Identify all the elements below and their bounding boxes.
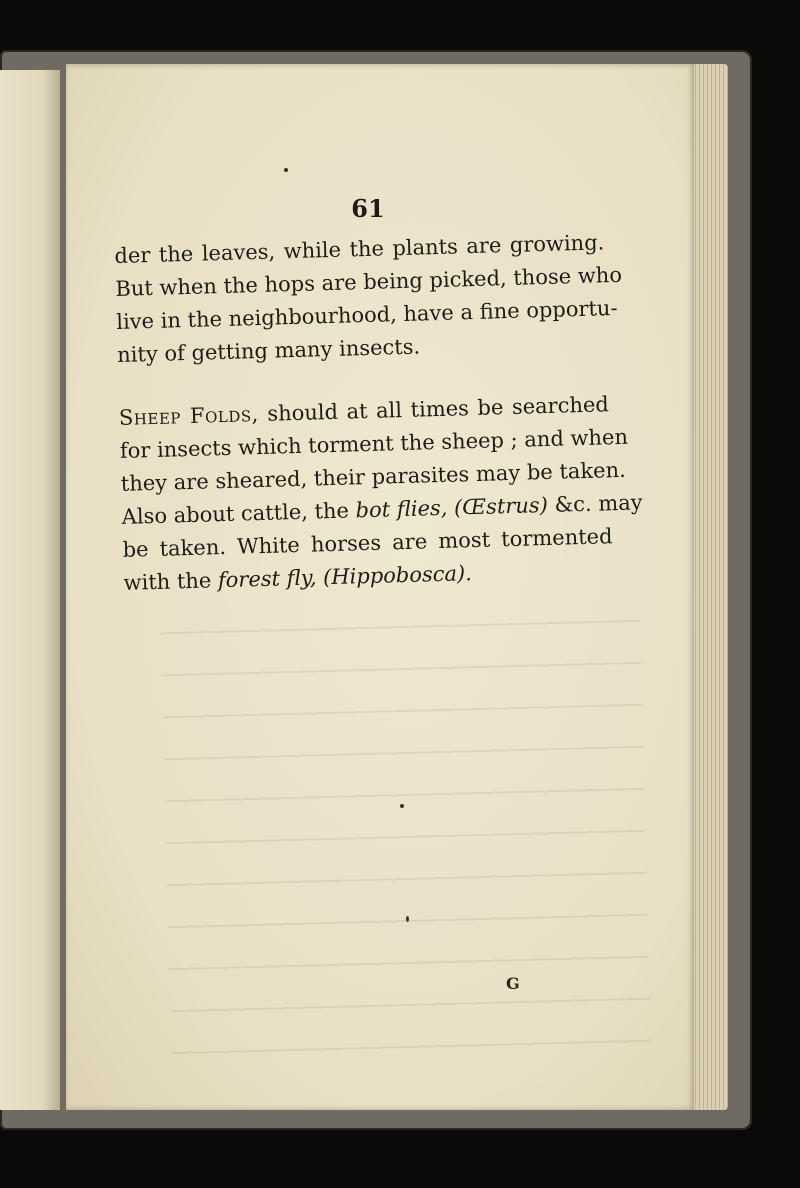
paragraph-sheep-folds <box>118 388 643 600</box>
paper-speck <box>406 916 409 922</box>
page-text <box>114 226 643 600</box>
text-line: they are sheared, their parasites may be taken. <box>120 457 627 496</box>
show-through-text <box>160 598 652 1090</box>
left-page-edge <box>0 70 60 1110</box>
text-line: be taken. White horses are most tormented <box>122 524 613 562</box>
text-line: But when the hops are being picked, those who <box>115 262 623 301</box>
text-line: nity of getting many insects. <box>116 334 421 367</box>
text-line: Also about cattle, the bot flies, (Œstrus) &c. may <box>121 490 643 529</box>
text-line: for insects which torment the sheep ; and when <box>119 424 629 463</box>
text-line: der the leaves, while the plants are growing. <box>114 230 605 268</box>
section-heading: Sheep Folds, <box>118 402 260 430</box>
text-line: with the forest fly, (Hippobosca). <box>123 561 473 595</box>
paper-speck <box>284 168 288 172</box>
book-page <box>66 64 694 1110</box>
text-line: live in the neighbourhood, have a fine opportu- <box>115 295 618 334</box>
signature-mark: G <box>506 974 520 993</box>
paper-speck <box>400 804 404 808</box>
page-number: 61 <box>351 194 385 223</box>
text-line: Sheep Folds, should at all times be searched <box>118 392 610 430</box>
